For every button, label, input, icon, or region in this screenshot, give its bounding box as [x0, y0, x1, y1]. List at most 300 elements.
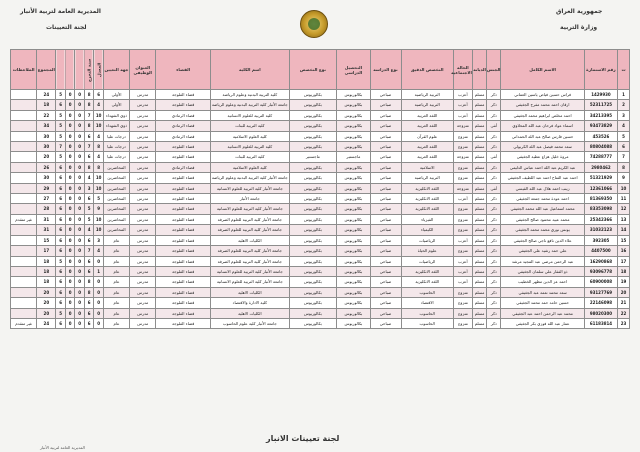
- cell-rel: مسلم: [472, 287, 486, 297]
- cell-study: صباحي: [370, 183, 401, 193]
- column-header: الجنس: [487, 50, 501, 90]
- cell-study: صباحي: [370, 110, 401, 120]
- cell-v5: 5: [56, 152, 66, 162]
- cell-v1: 4: [94, 246, 104, 256]
- cell-v5: 5: [56, 90, 66, 100]
- cell-mar: أعزب: [453, 266, 472, 276]
- cell-v4: 0: [65, 152, 75, 162]
- cell-entity: درجات عليا: [103, 142, 129, 152]
- cell-study: صباحي: [370, 318, 401, 328]
- cell-name: احمد مخلص ابراهيم محمد الجغيفي: [501, 110, 584, 120]
- cell-v2: 6: [84, 152, 94, 162]
- column-header: سنة التخرج: [84, 50, 94, 90]
- cell-v3: 0: [75, 194, 85, 204]
- cell-n: 14: [618, 225, 630, 235]
- cell-rel: مسلم: [472, 266, 486, 276]
- table-row: [11, 308, 630, 318]
- table-row: [11, 100, 630, 110]
- cell-district: قضاء الفلوجة: [156, 235, 211, 245]
- cell-entity: المحاضرين: [103, 225, 129, 235]
- cell-entity: المحاضرين: [103, 183, 129, 193]
- cell-district: قضاء الفلوجة: [156, 100, 211, 110]
- table-row: [11, 277, 630, 287]
- cell-v3: 0: [75, 235, 85, 245]
- column-header: الاسم الكامل: [501, 50, 584, 90]
- cell-notes: [11, 131, 37, 141]
- cell-notes: [11, 121, 37, 131]
- cell-rel: مسلم: [472, 142, 486, 152]
- cell-sex: ذكر: [487, 277, 501, 287]
- table-row: [11, 298, 630, 308]
- cell-job: مدرس: [130, 110, 156, 120]
- cell-entity: عام: [103, 287, 129, 297]
- cell-name: سعد محمد نعمة عبد الجغيفي: [501, 287, 584, 297]
- cell-study: صباحي: [370, 287, 401, 297]
- cell-notes: [11, 246, 37, 256]
- cell-sex: ذكر: [487, 318, 501, 328]
- cell-v3: 0: [75, 318, 85, 328]
- cell-entity: المحاضرين: [103, 194, 129, 204]
- cell-name: عمار عبد الله فوزي بكر الجغيفي: [501, 318, 584, 328]
- cell-sex: ذكر: [487, 298, 501, 308]
- cell-rel: مسلم: [472, 277, 486, 287]
- cell-job: مدرس: [130, 204, 156, 214]
- cell-sex: ذكر: [487, 287, 501, 297]
- cell-mar: متزوجة: [453, 152, 472, 162]
- cell-rel: مسلم: [472, 308, 486, 318]
- cell-spec: الاسلامية: [401, 162, 453, 172]
- cell-n: 21: [618, 298, 630, 308]
- cell-form: 98020300: [584, 308, 617, 318]
- cell-total: 24: [37, 318, 56, 328]
- cell-district: قضاء الفلوجة: [156, 246, 211, 256]
- cell-college: الكليات الاهلية: [211, 308, 290, 318]
- cell-v4: 0: [65, 266, 75, 276]
- table-row: [11, 121, 630, 131]
- cell-v3: 0: [75, 308, 85, 318]
- cell-v2: 8: [84, 277, 94, 287]
- cell-district: قضاء الفلوجة: [156, 194, 211, 204]
- cell-college: كلية التربية للبنات: [211, 121, 290, 131]
- cell-v3: 0: [75, 173, 85, 183]
- cell-total: 18: [37, 256, 56, 266]
- cell-spec: اللغة الانكليزية: [401, 204, 453, 214]
- cell-type: بكالوريوس: [289, 131, 337, 141]
- cell-n: 3: [618, 110, 630, 120]
- column-header: المجموع: [37, 50, 56, 90]
- cell-name: حسين فارس صالح عبد الله الحمداني: [501, 131, 584, 141]
- cell-spec: اللغة العربية: [401, 152, 453, 162]
- cell-type: بكالوريوس: [289, 90, 337, 100]
- cell-name: اسماء عواد فرحان عبد الله المحلاوي: [501, 121, 584, 131]
- cell-n: 1: [618, 90, 630, 100]
- cell-job: مدرس: [130, 194, 156, 204]
- cell-deg: بكالوريوس: [337, 266, 370, 276]
- header-right-line2: وزارة التربية: [560, 24, 598, 31]
- cell-sex: ذكر: [487, 90, 501, 100]
- cell-v5: 6: [56, 298, 66, 308]
- cell-rel: مسلم: [472, 318, 486, 328]
- cell-n: 2: [618, 100, 630, 110]
- cell-mar: متزوج: [453, 173, 472, 183]
- cell-college: جامعة الأنبار كلية التربية للعلوم الانسانية: [211, 204, 290, 214]
- table-body: [11, 90, 630, 329]
- cell-v3: 0: [75, 204, 85, 214]
- table-header-row: [11, 50, 630, 90]
- cell-v2: 8: [84, 287, 94, 297]
- cell-v2: 8: [84, 162, 94, 172]
- cell-college: جامعة الأنبار كلية التربية للعلوم الصرفة: [211, 246, 290, 256]
- cell-sex: ذكر: [487, 308, 501, 318]
- cell-v1: 8: [94, 162, 104, 172]
- cell-job: مدرس: [130, 173, 156, 183]
- cell-study: صباحي: [370, 298, 401, 308]
- cell-v2: 6: [84, 318, 94, 328]
- cell-v4: 0: [65, 287, 75, 297]
- cell-form: 83353098: [584, 204, 617, 214]
- cell-mar: متزوج: [453, 131, 472, 141]
- cell-district: قضاء الفلوجة: [156, 318, 211, 328]
- cell-v3: 0: [75, 256, 85, 266]
- cell-v2: 6: [84, 308, 94, 318]
- cell-v4: 0: [65, 318, 75, 328]
- cell-v4: 0: [65, 90, 75, 100]
- cell-total: 34: [37, 121, 56, 131]
- cell-n: 19: [618, 277, 630, 287]
- cell-study: صباحي: [370, 100, 401, 110]
- cell-total: 30: [37, 142, 56, 152]
- cell-v4: 0: [65, 131, 75, 141]
- cell-entity: درجات عليا: [103, 152, 129, 162]
- cell-name: فراس حسين فياض ياسين العماني: [501, 90, 584, 100]
- cell-entity: ذوي الشهداء: [103, 121, 129, 131]
- cell-deg: بكالوريوس: [337, 308, 370, 318]
- cell-spec: الاقتصاد: [401, 298, 453, 308]
- cell-name: زينب احمد هلال عبد الله القيسي: [501, 183, 584, 193]
- cell-district: قضاء الفلوجة: [156, 287, 211, 297]
- cell-job: مدرس: [130, 162, 156, 172]
- cell-v5: 6: [56, 173, 66, 183]
- cell-spec: الرياضيات: [401, 235, 453, 245]
- cell-v3: 0: [75, 90, 85, 100]
- cell-study: صباحي: [370, 90, 401, 100]
- cell-spec: الحاسوب: [401, 287, 453, 297]
- cell-n: 16: [618, 246, 630, 256]
- cell-sex: أنثى: [487, 152, 501, 162]
- cell-type: بكالوريوس: [289, 256, 337, 266]
- cell-study: صباحي: [370, 256, 401, 266]
- column-header: التحصيل الدراسي: [337, 50, 370, 90]
- cell-college: جامعة الأنبار كلية التربية البدنية وعلوم الرياضة: [211, 173, 290, 183]
- cell-sex: ذكر: [487, 225, 501, 235]
- cell-college: جامعة الأنبار كلية التربية للعلوم الصرفة: [211, 256, 290, 266]
- cell-type: بكالوريوس: [289, 173, 337, 183]
- cell-sex: ذكر: [487, 110, 501, 120]
- cell-v3: 0: [75, 287, 85, 297]
- cell-v2: 5: [84, 214, 94, 224]
- cell-v5: 6: [56, 287, 66, 297]
- cell-form: 453526: [584, 131, 617, 141]
- cell-entity: عام: [103, 308, 129, 318]
- cell-total: 27: [37, 194, 56, 204]
- cell-v2: 8: [84, 90, 94, 100]
- cell-v5: 6: [56, 266, 66, 276]
- cell-deg: بكالوريوس: [337, 214, 370, 224]
- cell-district: قضاء الفلوجة: [156, 308, 211, 318]
- cell-v2: 8: [84, 121, 94, 131]
- cell-notes: [11, 298, 37, 308]
- cell-v1: 10: [94, 225, 104, 235]
- cell-n: 4: [618, 121, 630, 131]
- ministry-seal: [300, 10, 328, 38]
- cell-type: بكالوريوس: [289, 246, 337, 256]
- cell-v3: 0: [75, 225, 85, 235]
- cell-rel: مسلم: [472, 225, 486, 235]
- table-row: [11, 110, 630, 120]
- cell-type: بكالوريوس: [289, 110, 337, 120]
- cell-v5: 6: [56, 214, 66, 224]
- cell-v2: 6: [84, 256, 94, 266]
- cell-rel: مسلم: [472, 298, 486, 308]
- cell-mar: متزوج: [453, 142, 472, 152]
- column-header: العنوان الوظيفي: [130, 50, 156, 90]
- cell-district: قضاء الرمادي: [156, 121, 211, 131]
- cell-v4: 0: [65, 214, 75, 224]
- cell-job: مدرس: [130, 266, 156, 276]
- cell-v5: 6: [56, 235, 66, 245]
- cell-total: 31: [37, 214, 56, 224]
- cell-entity: الأولى: [103, 90, 129, 100]
- cell-type: بكالوريوس: [289, 318, 337, 328]
- cell-deg: بكالوريوس: [337, 298, 370, 308]
- cell-spec: اللغة العربية: [401, 142, 453, 152]
- cell-v1: 0: [94, 256, 104, 266]
- cell-job: مدرس: [130, 235, 156, 245]
- cell-mar: متزوج: [453, 308, 472, 318]
- cell-entity: المحاضرين: [103, 204, 129, 214]
- cell-rel: مسلم: [472, 162, 486, 172]
- cell-college: كلية التربية للبنات: [211, 152, 290, 162]
- cell-mar: متزوج: [453, 287, 472, 297]
- cell-v1: 8: [94, 142, 104, 152]
- cell-v1: 4: [94, 152, 104, 162]
- cell-rel: مسلم: [472, 204, 486, 214]
- cell-v5: 6: [56, 225, 66, 235]
- cell-type: بكالوريوس: [289, 308, 337, 318]
- cell-deg: بكالوريوس: [337, 235, 370, 245]
- header-left-line1: المديرية العامة لتربية الأنبار: [20, 8, 101, 15]
- table-row: [11, 318, 630, 328]
- cell-sex: ذكر: [487, 142, 501, 152]
- column-header: [56, 50, 66, 90]
- table-row: [11, 162, 630, 172]
- cell-entity: عام: [103, 277, 129, 287]
- cell-mar: أعزب: [453, 256, 472, 266]
- cell-job: مدرس: [130, 256, 156, 266]
- cell-v5: 5: [56, 256, 66, 266]
- cell-notes: غير متقدم: [11, 214, 37, 224]
- cell-type: ماجستير: [289, 152, 337, 162]
- cell-type: بكالوريوس: [289, 183, 337, 193]
- footer-title: لجنة تعيينات الانبار: [266, 434, 340, 443]
- cell-form: 22146098: [584, 298, 617, 308]
- cell-sex: ذكر: [487, 214, 501, 224]
- cell-total: 29: [37, 183, 56, 193]
- cell-v4: 0: [65, 173, 75, 183]
- header-right-line1: جمهورية العراق: [556, 8, 603, 15]
- cell-total: 20: [37, 308, 56, 318]
- column-header: الديانة: [472, 50, 486, 90]
- cell-spec: اللغة الانكليزية: [401, 183, 453, 193]
- cell-n: 22: [618, 308, 630, 318]
- cell-v4: 0: [65, 225, 75, 235]
- cell-total: 28: [37, 204, 56, 214]
- cell-entity: عام: [103, 256, 129, 266]
- cell-v1: 0: [94, 287, 104, 297]
- cell-v5: 5: [56, 110, 66, 120]
- cell-total: 30: [37, 173, 56, 183]
- cell-v1: 10: [94, 110, 104, 120]
- cell-job: مدرس: [130, 214, 156, 224]
- cell-type: بكالوريوس: [289, 266, 337, 276]
- cell-v2: 6: [84, 235, 94, 245]
- cell-v3: 0: [75, 121, 85, 131]
- cell-deg: بكالوريوس: [337, 142, 370, 152]
- cell-job: مدرس: [130, 277, 156, 287]
- cell-study: صباحي: [370, 214, 401, 224]
- table-row: [11, 90, 630, 100]
- cell-form: 16290868: [584, 256, 617, 266]
- cell-job: مدرس: [130, 246, 156, 256]
- cell-total: 20: [37, 298, 56, 308]
- cell-v1: 1: [94, 266, 104, 276]
- cell-spec: اللغة الانكليزية: [401, 277, 453, 287]
- cell-study: صباحي: [370, 235, 401, 245]
- cell-v3: 0: [75, 162, 85, 172]
- cell-n: 10: [618, 183, 630, 193]
- column-header: [65, 50, 75, 90]
- cell-v1: 10: [94, 214, 104, 224]
- cell-notes: [11, 266, 37, 276]
- cell-study: صباحي: [370, 204, 401, 214]
- cell-spec: علوم الحياة: [401, 246, 453, 256]
- column-header: نوع التخصص: [289, 50, 337, 90]
- cell-district: قضاء الرمادي: [156, 162, 211, 172]
- cell-entity: عام: [103, 298, 129, 308]
- cell-v2: 6: [84, 131, 94, 141]
- header-left-line2: لجنة التعيينات: [46, 24, 87, 31]
- cell-college: جامعة الأنبار كلية علوم الحاسوب: [211, 318, 290, 328]
- cell-form: 51321929: [584, 173, 617, 183]
- cell-spec: اللغة الانكليزية: [401, 194, 453, 204]
- cell-v1: 4: [94, 131, 104, 141]
- cell-notes: [11, 142, 37, 152]
- cell-sex: ذكر: [487, 100, 501, 110]
- cell-college: جامعة الأنبار كلية التربية للعلوم الصرفة: [211, 225, 290, 235]
- cell-v2: 7: [84, 110, 94, 120]
- cell-v2: 6: [84, 298, 94, 308]
- cell-n: 18: [618, 266, 630, 276]
- cell-type: بكالوريوس: [289, 100, 337, 110]
- cell-form: 392305: [584, 235, 617, 245]
- cell-notes: [11, 287, 37, 297]
- cell-v3: 0: [75, 142, 85, 152]
- cell-entity: عام: [103, 318, 129, 328]
- cell-district: قضاء الفلوجة: [156, 225, 211, 235]
- cell-spec: الحاسوب: [401, 318, 453, 328]
- cell-study: صباحي: [370, 142, 401, 152]
- cell-type: بكالوريوس: [289, 277, 337, 287]
- cell-college: كلية العلوم الاسلامية: [211, 131, 290, 141]
- cell-rel: مسلم: [472, 121, 486, 131]
- cell-name: ارقان احمد محمد مفرح الجغيفي: [501, 100, 584, 110]
- cell-mar: متزوجة: [453, 183, 472, 193]
- cell-v2: 3: [84, 183, 94, 193]
- column-header: ت: [618, 50, 630, 90]
- cell-v4: 0: [65, 256, 75, 266]
- cell-study: صباحي: [370, 131, 401, 141]
- cell-deg: بكالوريوس: [337, 194, 370, 204]
- cell-v2: 7: [84, 246, 94, 256]
- cell-name: سعد محمد فيصل عبد الله الكربولي: [501, 142, 584, 152]
- cell-college: كلية التربية للعلوم الانسانية: [211, 110, 290, 120]
- cell-v1: 4: [94, 100, 104, 110]
- cell-district: قضاء الفلوجة: [156, 152, 211, 162]
- cell-district: قضاء الفلوجة: [156, 204, 211, 214]
- cell-form: 74288777: [584, 152, 617, 162]
- cell-v4: 0: [65, 162, 75, 172]
- cell-sex: ذكر: [487, 246, 501, 256]
- cell-district: قضاء الفلوجة: [156, 173, 211, 183]
- cell-spec: الحاسوب: [401, 308, 453, 318]
- cell-n: 11: [618, 194, 630, 204]
- cell-v1: 0: [94, 298, 104, 308]
- cell-sex: ذكر: [487, 162, 501, 172]
- cell-deg: بكالوريوس: [337, 183, 370, 193]
- cell-name: يونس نوري محمد محمد الجغيفي: [501, 225, 584, 235]
- cell-total: 26: [37, 162, 56, 172]
- table-row: [11, 246, 630, 256]
- cell-mar: أعزب: [453, 100, 472, 110]
- cell-entity: عام: [103, 246, 129, 256]
- cell-college: جامعة الأنبار كلية التربية للعلوم الانسانية: [211, 183, 290, 193]
- cell-v4: 0: [65, 235, 75, 245]
- cell-form: 2980462: [584, 162, 617, 172]
- cell-mar: أعزب: [453, 277, 472, 287]
- cell-name: محمد عبيد محمود صالح الجغيفي: [501, 214, 584, 224]
- cell-form: 80804088: [584, 142, 617, 152]
- cell-entity: عام: [103, 266, 129, 276]
- cell-college: جامعة الأنبار كلية التربية للعلوم الانسانية: [211, 277, 290, 287]
- cell-v3: 0: [75, 214, 85, 224]
- cell-v2: 7: [84, 142, 94, 152]
- cell-district: قضاء الفلوجة: [156, 298, 211, 308]
- cell-rel: مسلم: [472, 90, 486, 100]
- cell-sex: ذكر: [487, 256, 501, 266]
- cell-district: قضاء الفلوجة: [156, 277, 211, 287]
- table-row: [11, 256, 630, 266]
- cell-college: جامعة الأنبار كلية التربية البدنية وعلوم الرياضة: [211, 100, 290, 110]
- cell-mar: متزوج: [453, 214, 472, 224]
- cell-entity: المحاضرين: [103, 214, 129, 224]
- cell-spec: التربية الرياضية: [401, 100, 453, 110]
- cell-total: 31: [37, 225, 56, 235]
- cell-name: احمد عبد الفتاح احمد عبد اللطيف الجغيفي: [501, 173, 584, 183]
- column-header: جهة التعيين: [103, 50, 129, 90]
- cell-v3: 0: [75, 277, 85, 287]
- cell-v4: 0: [65, 204, 75, 214]
- cell-deg: بكالوريوس: [337, 287, 370, 297]
